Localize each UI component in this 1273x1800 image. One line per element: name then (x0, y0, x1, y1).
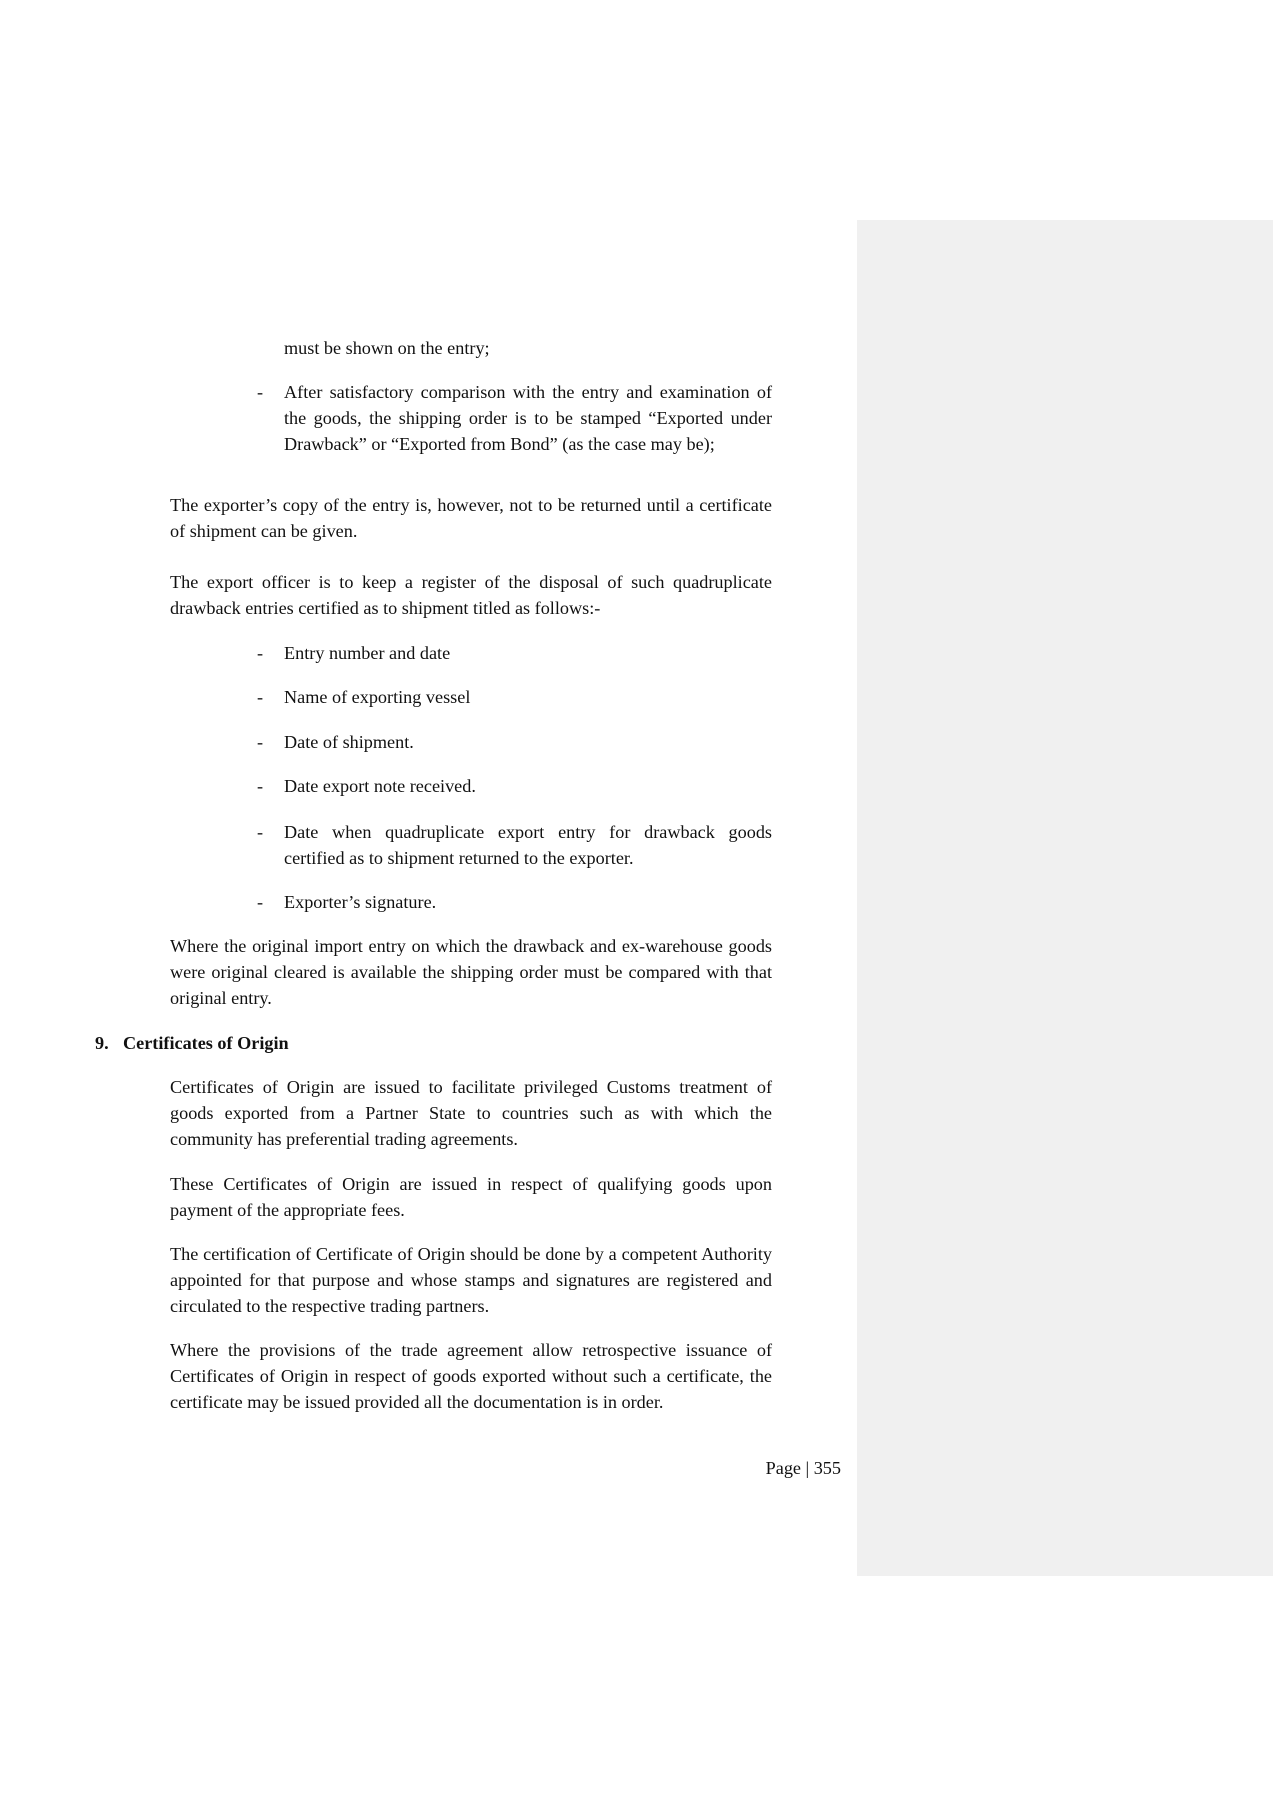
dash-bullet: - (257, 776, 264, 796)
paragraph: The exporter’s copy of the entry is, however, not to be returned until a certificate of shipment can be given. (170, 495, 772, 541)
section-title: Certificates of Origin (123, 1033, 289, 1053)
section-number: 9. (95, 1033, 109, 1053)
list-item (257, 730, 772, 756)
dash-bullet: - (257, 732, 264, 752)
continuation-text: must be shown on the entry; (284, 338, 490, 358)
dash-bullet: - (257, 687, 264, 707)
list-item (257, 685, 772, 711)
list-item-text: Date when quadruplicate export entry for drawback goods certified as to shipment returned to the exporter. (284, 822, 772, 868)
dash-bullet: - (257, 382, 264, 402)
list-item (257, 380, 772, 457)
dash-bullet: - (257, 643, 264, 663)
page-number: Page | 355 (765, 1458, 841, 1478)
section-heading (95, 1031, 289, 1057)
comment-pane (857, 220, 1273, 1576)
paragraph: The export officer is to keep a register of the disposal of such quadruplicate drawback entries certified as to shipment titled as follows:- (170, 572, 772, 618)
list-item-text: Date of shipment. (284, 732, 414, 752)
paragraph: Certificates of Origin are issued to facilitate privileged Customs treatment of goods exported from a Partner State to countries such as with which the community has preferential trading agreements. (170, 1077, 772, 1149)
list-item-text: Name of exporting vessel (284, 687, 471, 707)
paragraph: These Certificates of Origin are issued in respect of qualifying goods upon payment of the appropriate fees. (170, 1174, 772, 1220)
list-item (257, 890, 772, 916)
dash-bullet: - (257, 822, 264, 842)
paragraph: Where the original import entry on which the drawback and ex-warehouse goods were original cleared is available the shipping order must be compared with that original entry. (170, 936, 772, 1008)
paragraph: Where the provisions of the trade agreement allow retrospective issuance of Certificates of Origin in respect of goods exported without such a certificate, the certificate may be issued provided all the documentation is in order. (170, 1340, 772, 1412)
list-item (257, 820, 772, 872)
list-item-text: Entry number and date (284, 643, 451, 663)
list-item (257, 774, 772, 800)
list-item-text: Date export note received. (284, 776, 476, 796)
list-item-text: After satisfactory comparison with the entry and examination of the goods, the shipping order is to be stamped “Exported under Drawback” or “Exported from Bond” (as the case may be); (284, 382, 772, 454)
paragraph: The certification of Certificate of Origin should be done by a competent Authority appointed for that purpose and whose stamps and signatures are registered and circulated to the respective trading partners. (170, 1244, 772, 1316)
list-item (257, 641, 772, 667)
list-item-text: Exporter’s signature. (284, 892, 437, 912)
dash-bullet: - (257, 892, 264, 912)
